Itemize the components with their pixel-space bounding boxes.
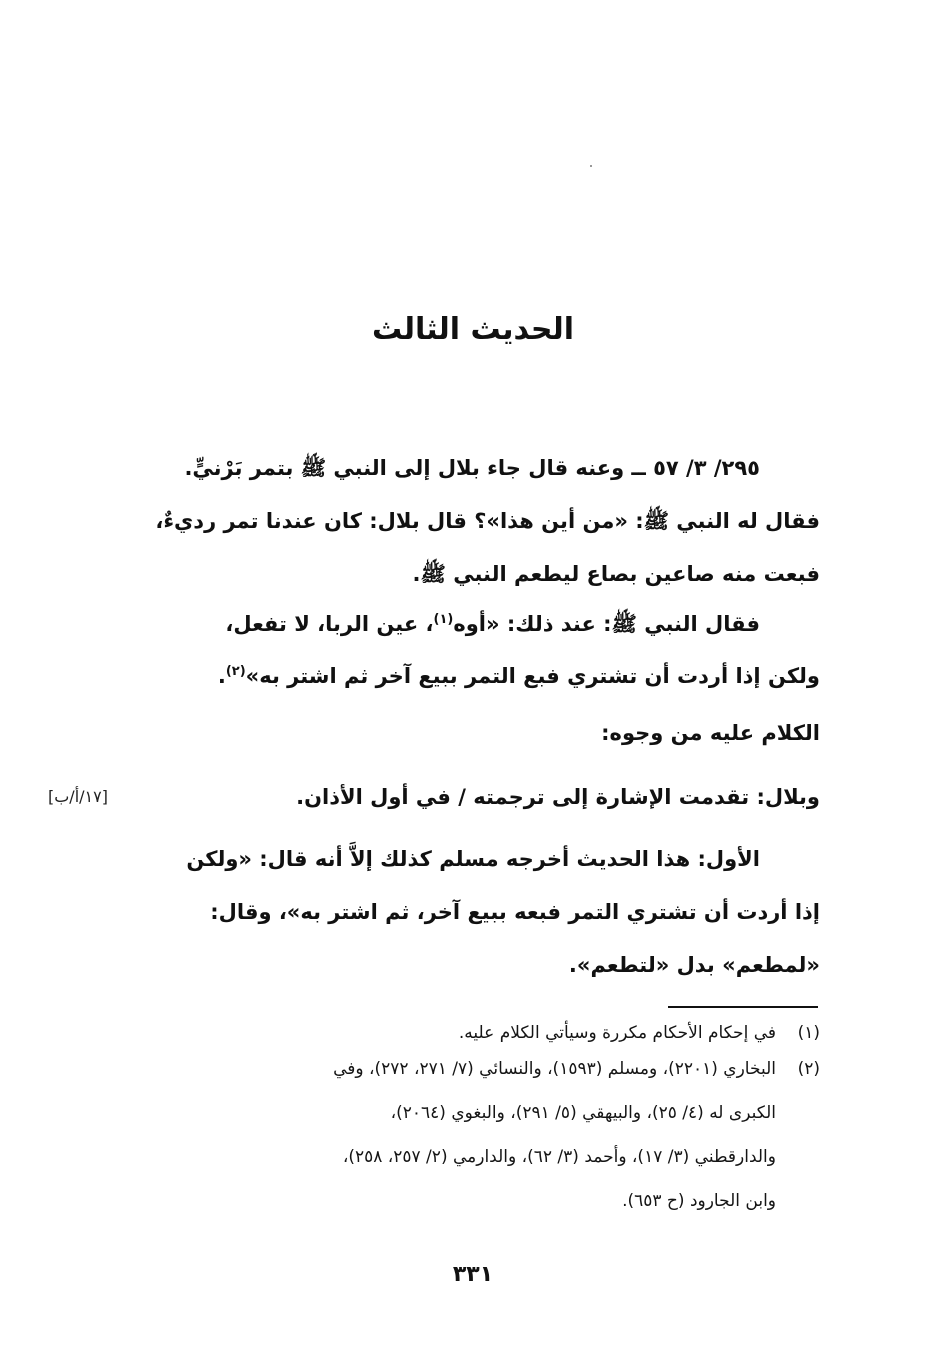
hadith-line-1: ٢٩٥/ ٣/ ٥٧ ــ وعنه قال جاء بلال إلى النبي ﷺ بتمر بَرْنيٍّ. [184,456,760,480]
reply-line-2 [140,650,820,702]
reply-line-1 [140,598,820,650]
reply-text-c: ولكن إذا أردت أن تشتري فبع التمر ببيع آخر ثم اشتر به» [245,664,820,688]
footnote-line: والدارقطني (٣/ ١٧)، وأحمد (٣/ ٦٢)، والدارمي (٢/ ٢٥٧، ٢٥٨)، [342,1147,776,1167]
footnote-number: (١) [797,1023,820,1043]
section-heading: الحديث الثالث [371,312,575,347]
manuscript-folio-reference: [١٧/أ/ب] [48,787,108,806]
hadith-paragraph [140,442,820,601]
reply-text-end: . [217,664,226,688]
page-number: ٣٣١ [452,1262,494,1287]
hadith-line-2: فقال له النبي ﷺ: «من أين هذا»؟ قال بلال: كان عندنا تمر رديءٌ، [155,509,820,533]
first-point-paragraph [140,833,820,992]
footnote-2 [140,1054,820,1216]
footnote-1 [140,1018,820,1048]
footnotes [140,1018,820,1230]
reply-text-a: فقال النبي ﷺ: عند ذلك: «أوه [453,612,760,636]
commentary-intro: الكلام عليه من وجوه: [601,721,820,745]
first-point-line-3: «لمطعم» بدل «لتطعم». [568,953,820,977]
footnote-line: البخاري (٢٢٠١)، ومسلم (١٥٩٣)، والنسائي (٧/ ٢٧١، ٢٧٢)، وفي [333,1059,776,1079]
footnote-line: الكبرى له (٤/ ٢٥)، والبيهقي (٥/ ٢٩١)، والبغوي (٢٠٦٤)، [390,1103,776,1123]
footnote-number: (٢) [797,1059,820,1079]
footnote-line: في إحكام الأحكام مكررة وسيأتي الكلام عليه. [458,1023,776,1043]
hadith-line-3: فبعت منه صاعين بصاع ليطعم النبي ﷺ. [412,562,820,586]
first-point-line-1: الأول: هذا الحديث أخرجه مسلم كذلك إلاَّ أنه قال: «ولكن [186,847,760,871]
bilal-note: وبلال: تقدمت الإشارة إلى ترجمته / في أول الأذان. [296,785,820,809]
footnote-ref-2: (٢) [225,664,246,679]
footnote-separator [668,1006,818,1008]
footnote-ref-1: (١) [433,612,454,627]
first-point-line-2: إذا أردت أن تشتري التمر فبعه ببيع آخر، ثم اشتر به»، وقال: [210,900,820,924]
reply-text-b: ، عين الربا، لا تفعل، [225,612,434,636]
scan-speck [590,165,592,167]
prophet-reply-paragraph [140,598,820,702]
footnote-line: وابن الجارود (ح ٦٥٣). [622,1191,776,1211]
